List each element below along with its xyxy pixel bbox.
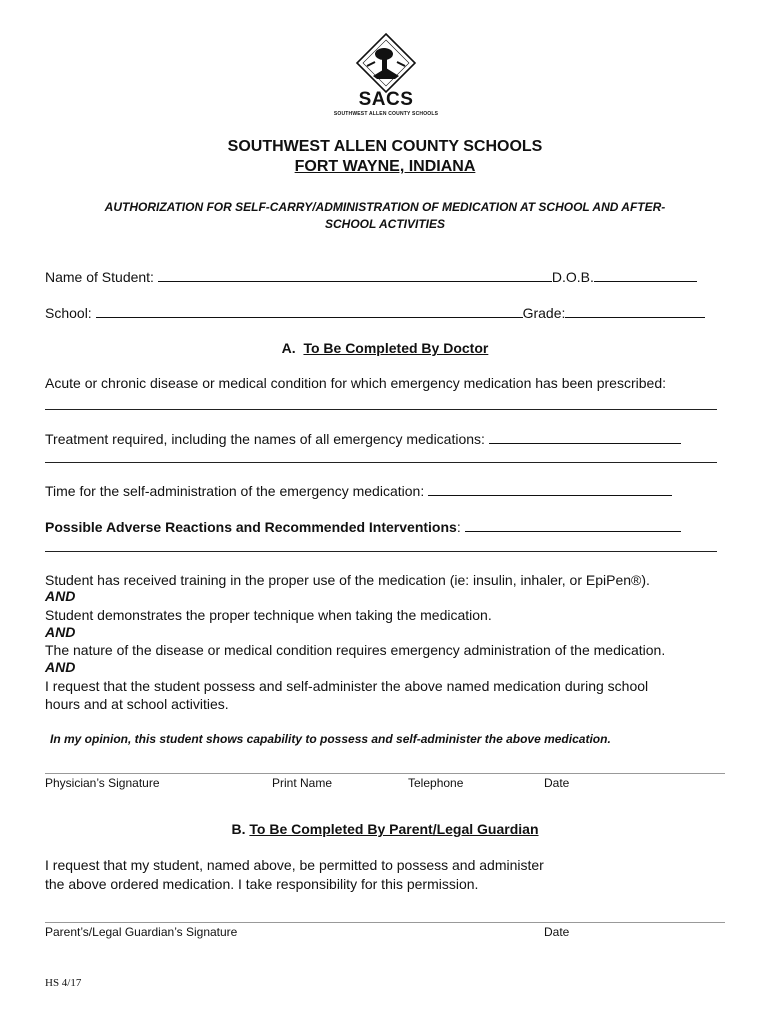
time-label: Time for the self-administration of the emergency medication: xyxy=(45,483,425,499)
time-row xyxy=(45,482,672,499)
student-name-label: Name of Student: xyxy=(45,269,154,285)
condition-label: Acute or chronic disease or medical condition for which emergency medication has been prescribed: xyxy=(45,375,666,391)
form-title-line2: SCHOOL ACTIVITIES xyxy=(324,217,445,231)
statement-request-line2: hours and at school activities. xyxy=(45,696,229,712)
adverse-field-2[interactable] xyxy=(45,551,717,552)
form-title-line1: AUTHORIZATION FOR SELF-CARRY/ADMINISTRATION OF MEDICATION AT SCHOOL AND AFTER- xyxy=(104,200,666,214)
parent-request-line2: the above ordered medication. I take responsibility for this permission. xyxy=(45,876,479,892)
physician-opinion: In my opinion, this student shows capability to possess and self-administer the above medication. xyxy=(50,732,611,746)
logo-subtitle: SOUTHWEST ALLEN COUNTY SCHOOLS xyxy=(333,111,439,117)
and-connector: AND xyxy=(45,588,76,604)
and-connector: AND xyxy=(45,659,76,675)
statement-technique: Student demonstrates the proper technique when taking the medication. xyxy=(45,607,492,623)
district-city: FORT WAYNE, INDIANA xyxy=(294,158,476,175)
parent-request-line1: I request that my student, named above, be permitted to possess and administer xyxy=(45,857,544,873)
grade-field[interactable] xyxy=(565,304,705,318)
time-field[interactable] xyxy=(428,482,672,496)
school-label: School: xyxy=(45,305,92,321)
treatment-field-2[interactable] xyxy=(45,462,717,463)
treatment-field[interactable] xyxy=(489,430,681,444)
dob-field[interactable] xyxy=(594,268,697,282)
telephone-label: Telephone xyxy=(408,776,464,790)
adverse-field[interactable] xyxy=(465,518,681,532)
physician-signature-field[interactable] xyxy=(45,773,725,774)
grade-label: Grade: xyxy=(522,305,566,321)
section-b-title: To Be Completed By Parent/Legal Guardian xyxy=(249,821,539,837)
statement-training: Student has received training in the proper use of the medication (ie: insulin, inhaler, or EpiPen®). xyxy=(45,572,650,588)
district-title: SOUTHWEST ALLEN COUNTY SCHOOLS xyxy=(227,138,543,155)
student-name-row xyxy=(45,268,697,285)
and-connector: AND xyxy=(45,624,76,640)
adverse-label: Possible Adverse Reactions and Recommended Interventions xyxy=(45,519,457,535)
form-code: HS 4/17 xyxy=(45,977,82,989)
adverse-row: Possible Adverse Reactions and Recommended Interventions: xyxy=(45,518,681,535)
logo-wordmark: SACS xyxy=(358,89,414,110)
student-name-field[interactable] xyxy=(158,268,552,282)
dob-label: D.O.B. xyxy=(551,269,594,285)
statement-nature: The nature of the disease or medical condition requires emergency administration of the medication. xyxy=(45,642,666,658)
section-a-heading: A. To Be Completed By Doctor xyxy=(281,340,489,356)
physician-signature-label: Physician’s Signature xyxy=(45,776,160,790)
print-name-label: Print Name xyxy=(272,776,333,790)
treatment-label: Treatment required, including the names of all emergency medications: xyxy=(45,431,485,447)
section-a-title: To Be Completed By Doctor xyxy=(303,340,489,356)
parent-signature-field[interactable] xyxy=(45,922,725,923)
condition-field[interactable] xyxy=(45,409,717,410)
school-field[interactable] xyxy=(96,304,523,318)
parent-signature-label: Parent’s/Legal Guardian’s Signature xyxy=(45,925,238,939)
section-b-heading: B. To Be Completed By Parent/Legal Guardian xyxy=(231,821,539,837)
school-row xyxy=(45,304,705,321)
treatment-row xyxy=(45,430,681,447)
physician-date-label: Date xyxy=(544,776,570,790)
parent-date-label: Date xyxy=(544,925,570,939)
statement-request-line1: I request that the student possess and self-administer the above named medication during school xyxy=(45,678,649,694)
